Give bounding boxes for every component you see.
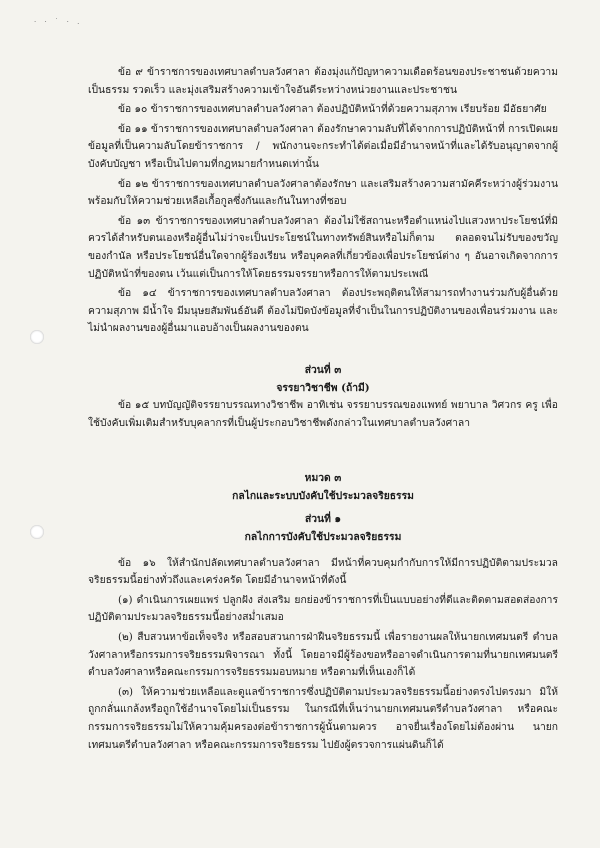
chapter-3-heading — [88, 470, 558, 505]
part-3-title: ส่วนที่ ๓ — [304, 363, 342, 376]
part-3-subtitle: จรรยาวิชาชีพ (ถ้ามี) — [276, 381, 370, 394]
punch-hole-upper — [30, 330, 44, 344]
clause-15: ข้อ ๑๕ บทบัญญัติจรรยาบรรณทางวิชาชีพ อาทิเช่น จรรยาบรรณของแพทย์ พยาบาล วิศวกร ครู เพื่อใช้บังคับเพิ่มเติมสำหรับบุคลากรที่เป็นผู้ประกอบวิชาชีพดังกล่าวในเทศบาลตำบลวังศาลา — [88, 399, 558, 429]
part-1-title: ส่วนที่ ๑ — [304, 513, 341, 526]
clause-16-item-3: (๓) ให้ความช่วยเหลือและดูแลข้าราชการซึ่งปฏิบัติตามประมวลจริยธรรมนี้อย่างตรงไปตรงมา มิให้ถูกกลั่นแกล้งหรือถูกใช้อำนาจโดยไม่เป็นธรรม ในกรณีที่เห็นว่านายกเทศมนตรีตำบลวังศาลา หรือคณะกรรมการจริยธรรมไม่ให้ความคุ้มครองต่อข้าราชการผู้นั้นตามควร อาจยื่นเรื่องโดยไม่ต้องผ่าน นายกเทศมนตรีตำบลวังศาลา หรือคณะกรรมการจริยธรรม ไปยังผู้ตรวจการแผ่นดินก็ได้ — [88, 685, 558, 751]
chapter-3-title: หมวด ๓ — [304, 472, 342, 485]
document-body — [88, 64, 558, 756]
part-1-heading — [88, 511, 558, 546]
clause-10: ข้อ ๑๐ ข้าราชการของเทศบาลตำบลวังศาลา ต้องปฏิบัติหน้าที่ด้วยความสุภาพ เรียบร้อย มีอัธยาศัย — [118, 103, 547, 116]
clause-13: ข้อ ๑๓ ข้าราชการของเทศบาลตำบลวังศาลา ต้องไม่ใช้สถานะหรือตำแหน่งไปแสวงหาประโยชน์ที่มิควรได้สำหรับตนเองหรือผู้อื่นไม่ว่าจะเป็นประโยชน์ในทางทรัพย์สินหรือไม่ก็ตาม ตลอดจนไม่รับของขวัญ ของกำนัล หรือประโยชน์อื่นใดจากผู้ร้องเรียน หรือบุคคลที่เกี่ยวข้องเพื่อประโยชน์ต่าง ๆ อันอาจเกิดจากการปฏิบัติหน้าที่ของตน เว้นแต่เป็นการให้โดยธรรมจรรยาหรือการให้ตามประเพณี — [88, 214, 558, 280]
clause-12: ข้อ ๑๒ ข้าราชการของเทศบาลตำบลวังศาลาต้องรักษา และเสริมสร้างความสามัคคีระหว่างผู้ร่วมงานพร้อมกับให้ความช่วยเหลือเกื้อกูลซึ่งกันและกันในทางที่ชอบ — [88, 177, 558, 208]
scan-specks: · · ˙ · . — [34, 18, 83, 26]
clause-11: ข้อ ๑๑ ข้าราชการของเทศบาลตำบลวังศาลา ต้องรักษาความลับที่ได้จากการปฏิบัติหน้าที่ การเปิดเผยข้อมูลที่เป็นความลับโดยข้าราชการ / พนักงานจะกระทำได้ต่อเมื่อมีอำนาจหน้าที่และได้รับอนุญาตจากผู้บังคับบัญชา หรือเป็นไปตามที่กฎหมายกำหนดเท่านั้น — [88, 122, 558, 170]
clause-9: ข้อ ๙ ข้าราชการของเทศบาลตำบลวังศาลา ต้องมุ่งแก้ปัญหาความเดือดร้อนของประชาชนด้วยความเป็นธรรม รวดเร็ว และมุ่งเสริมสร้างความเข้าใจอันดีระหว่างหน่วยงานและประชาชน — [88, 66, 558, 96]
part-1-subtitle: กลไกการบังคับใช้ประมวลจริยธรรม — [244, 531, 402, 544]
clause-16-item-1: (๑) ดำเนินการเผยแพร่ ปลูกฝัง ส่งเสริม ยกย่องข้าราชการที่เป็นแบบอย่างที่ดีและติดตามสอดส่องการปฏิบัติตามประมวลจริยธรรมนี้อย่างสม่ำเสมอ — [88, 593, 558, 624]
clause-14: ข้อ ๑๔ ข้าราชการของเทศบาลตำบลวังศาลา ต้องประพฤติตนให้สามารถทำงานร่วมกับผู้อื่นด้วยความสุภาพ มีน้ำใจ มีมนุษยสัมพันธ์อันดี ต้องไม่ปิดบังข้อมูลที่จำเป็นในการปฏิบัติงานของเพื่อนร่วมงาน และไม่นำผลงานของผู้อื่นมาแอบอ้างเป็นผลงานของตน — [88, 287, 558, 335]
punch-hole-lower — [30, 525, 44, 539]
chapter-3-subtitle: กลไกและระบบบังคับใช้ประมวลจริยธรรม — [232, 489, 414, 502]
clause-16: ข้อ ๑๖ ให้สำนักปลัดเทศบาลตำบลวังศาลา มีหน้าที่ควบคุมกำกับการให้มีการปฏิบัติตามประมวลจริยธรรมนี้อย่างทั่วถึงและเคร่งครัด โดยมีอำนาจหน้าที่ดังนี้ — [88, 556, 558, 587]
part-3-heading — [88, 362, 558, 397]
clause-16-item-2: (๒) สืบสวนหาข้อเท็จจริง หรือสอบสวนการฝ่าฝืนจริยธรรมนี้ เพื่อรายงานผลให้นายกเทศมนตรี ตำบลวังศาลาหรือกรรมการจริยธรรมพิจารณา ทั้งนี้ โดยอาจมีผู้ร้องขอหรืออาจดำเนินการตามที่นายกเทศมนตรีตำบลวังศาลาหรือคณะกรรมการจริยธรรมมอบหมาย หรือตามที่เห็นเองก็ได้ — [88, 631, 558, 679]
